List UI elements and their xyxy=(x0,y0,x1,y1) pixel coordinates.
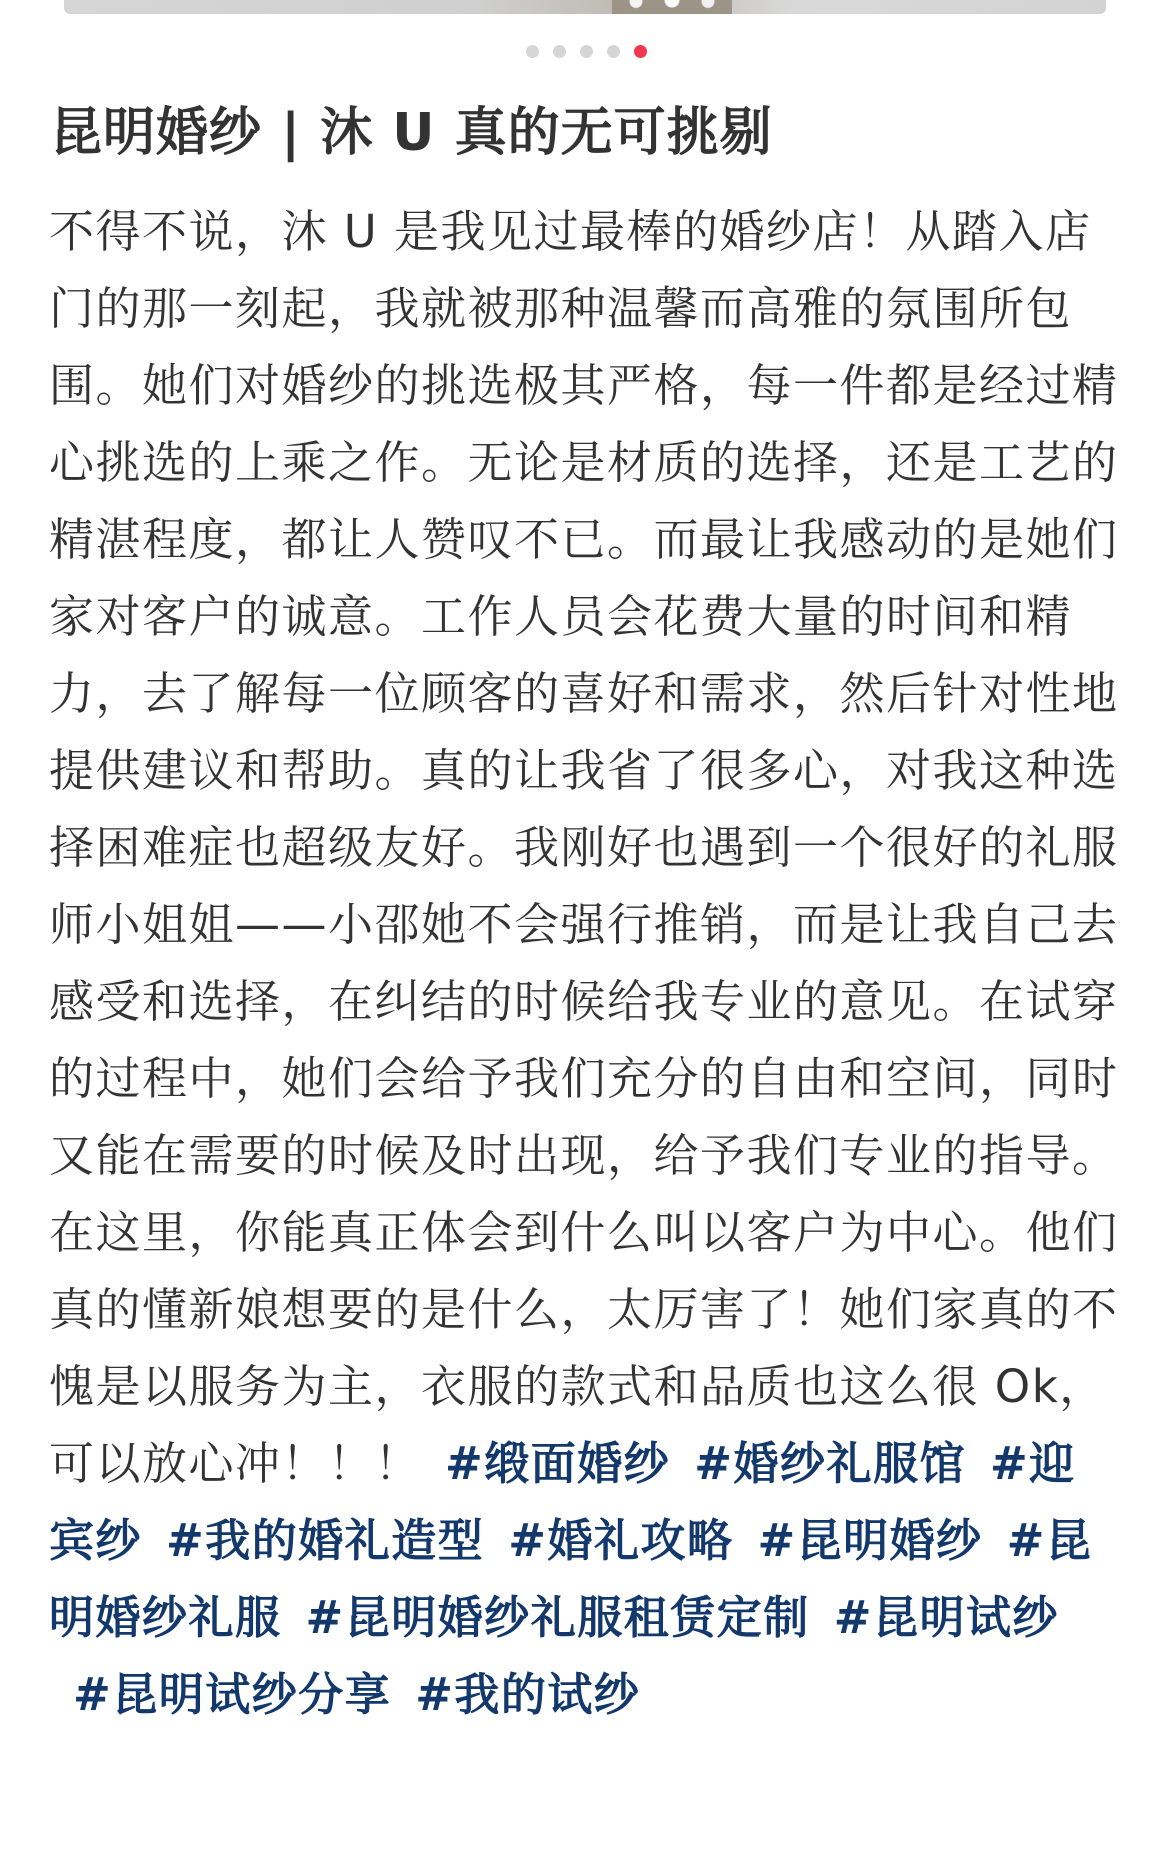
hashtag-link[interactable]: #昆明婚纱礼服租赁定制 xyxy=(305,1591,810,1644)
carousel-image[interactable] xyxy=(64,0,1106,14)
bouquet-image-fragment xyxy=(612,0,732,14)
carousel-dot-active[interactable] xyxy=(634,45,647,58)
hashtag-link[interactable]: #婚纱礼服馆 xyxy=(694,1437,966,1490)
hashtag-link[interactable]: #我的试纱 xyxy=(415,1668,641,1721)
hashtag-link[interactable]: #我的婚礼造型 xyxy=(166,1514,485,1567)
post-body-text: 不得不说，沐 U 是我见过最棒的婚纱店！从踏入店门的那一刻起，我就被那种温馨而高雅的氛围所包围。她们对婚纱的挑选极其严格，每一件都是经过精心挑选的上乘之作。无论是材质的选择，还是工艺的精湛程度，都让人赞叹不已。而最让我感动的是她们家对客户的诚意。工作人员会花费大量的时间和精力，去了解每一位顾客的喜好和需求，然后针对性地提供建议和帮助。真的让我省了很多心，对我这种选择困难症也超级友好。我刚好也遇到一个很好的礼服师小姐姐——小邵她不会强行推销，而是让我自己去感受和选择，在纠结的时候给我专业的意见。在试穿的过程中，她们会给予我们充分的自由和空间，同时又能在需要的时候及时出现，给予我们专业的指导。在这里，你能真正体会到什么叫以客户为中心。他们真的懂新娘想要的是什么，太厉害了！她们家真的不愧是以服务为主，衣服的款式和品质也这么很 Ok，可以放心冲！！！ xyxy=(49,205,1119,1490)
hashtag-link[interactable]: #迎宾纱 xyxy=(49,1437,1076,1567)
carousel-dot[interactable] xyxy=(607,45,620,58)
hashtag-link[interactable]: #昆明婚纱礼服 xyxy=(49,1514,1093,1644)
hashtag-link[interactable]: #婚礼攻略 xyxy=(508,1514,734,1567)
hashtag-link[interactable]: #昆明婚纱 xyxy=(757,1514,983,1567)
carousel-dot[interactable] xyxy=(553,45,566,58)
hashtag-link[interactable]: #昆明试纱 xyxy=(833,1591,1059,1644)
carousel-indicator xyxy=(0,45,1170,58)
hashtag-link[interactable]: #缎面婚纱 xyxy=(445,1437,671,1490)
carousel-dot[interactable] xyxy=(526,45,539,58)
hashtag-link[interactable]: #昆明试纱分享 xyxy=(73,1668,392,1721)
post-body xyxy=(49,193,1121,1733)
post-title: 昆明婚纱 | 沐 U 真的无可挑剔 xyxy=(50,103,773,163)
carousel-dot[interactable] xyxy=(580,45,593,58)
